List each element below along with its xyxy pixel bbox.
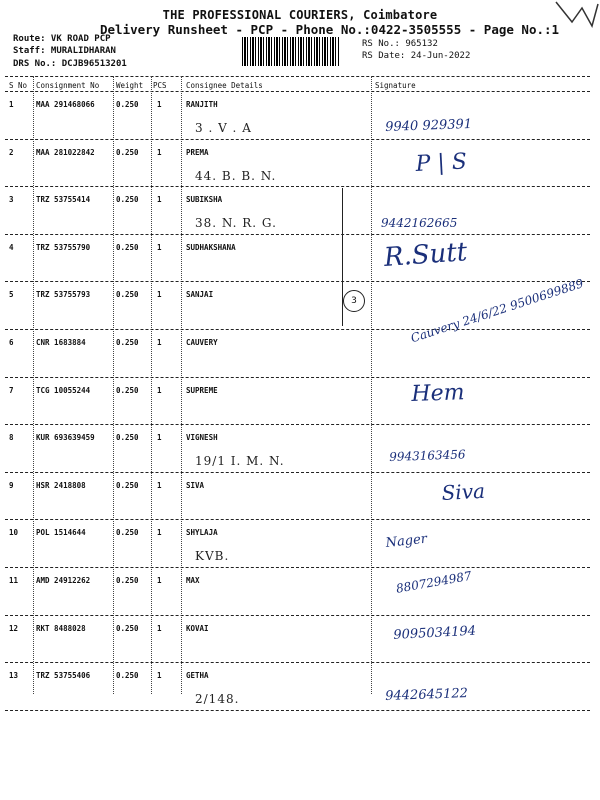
drs-number: DRS No.: DCJB96513201: [13, 59, 127, 69]
row-consignment-no: MAA 281022842: [36, 147, 95, 157]
row-signature: 9940 929391: [385, 116, 473, 135]
row-signature: 9943163456: [389, 447, 466, 465]
barcode-image: [242, 37, 340, 66]
row-signature: 9442162665: [381, 216, 458, 231]
row-separator: [5, 377, 590, 378]
row-separator: [5, 519, 590, 520]
row-signature: Siva: [441, 478, 486, 505]
row-separator: [5, 615, 590, 616]
route-label: Route: VK ROAD PCP: [13, 34, 111, 44]
row-pcs: 1: [157, 338, 162, 347]
row-handwritten-address: 3 . V . A: [195, 121, 252, 135]
row-consignment-no: TCG 10055244: [36, 385, 91, 395]
row-sno: 12: [9, 623, 19, 633]
row-sno: 9: [9, 480, 14, 490]
row-pcs: 1: [157, 290, 162, 300]
row-signature: 9442645122: [385, 686, 469, 705]
column-divider: [371, 76, 372, 694]
row-consignee-name: KOVAI: [186, 623, 209, 633]
row-signature: R.Sutt: [383, 236, 469, 273]
row-consignment-no: RKT 8488028: [36, 623, 86, 633]
row-weight: 0.250: [116, 528, 139, 538]
row-consignee-name: CAUVERY: [186, 338, 218, 347]
col-consignee: Consignee Details: [186, 81, 263, 90]
column-divider: [151, 76, 152, 694]
row-pcs: 1: [157, 242, 162, 252]
row-weight: 0.250: [116, 433, 139, 443]
row-consignee-name: PREMA: [186, 147, 209, 157]
row-signature: Nager: [385, 532, 428, 552]
row-sno: 1: [9, 100, 14, 109]
row-consignment-no: TRZ 53755414: [36, 195, 91, 205]
row-signature: Cauvery 24/6/22 9500699889: [409, 276, 586, 346]
row-consignment-no: TRZ 53755790: [36, 242, 91, 252]
row-handwritten-address: 38. N. R. G.: [195, 216, 277, 231]
col-consignment: Consignment No: [36, 81, 100, 90]
row-handwritten-address: 44. B. B. N.: [195, 168, 277, 183]
row-consignee-name: VIGNESH: [186, 433, 218, 443]
row-pcs: 1: [157, 576, 162, 585]
row-signature: 9095034194: [393, 623, 477, 643]
row-separator: [5, 662, 590, 663]
row-consignment-no: HSR 2418808: [36, 480, 86, 490]
row-handwritten-address: 19/1 I. M. N.: [195, 454, 285, 469]
row-weight: 0.250: [116, 195, 139, 205]
row-consignee-name: SHYLAJA: [186, 528, 218, 538]
row-consignment-no: CNR 1683884: [36, 338, 86, 347]
column-divider: [181, 76, 182, 694]
circled-count: 3: [343, 290, 365, 312]
row-weight: 0.250: [116, 100, 139, 109]
row-sno: 7: [9, 385, 14, 395]
row-weight: 0.250: [116, 338, 139, 347]
row-pcs: 1: [157, 623, 162, 633]
row-sno: 5: [9, 290, 14, 300]
col-signature: Signature: [375, 81, 416, 90]
col-pcs: PCS: [153, 81, 167, 90]
row-weight: 0.250: [116, 290, 139, 300]
row-separator: [5, 424, 590, 425]
table-top-rule: [5, 76, 590, 77]
row-consignment-no: TRZ 53755406: [36, 671, 91, 681]
row-consignee-name: SUPREME: [186, 385, 218, 395]
row-sno: 11: [9, 576, 19, 585]
row-separator: [5, 710, 590, 711]
row-sno: 2: [9, 147, 14, 157]
row-consignee-name: SUBIKSHA: [186, 195, 223, 205]
margin-bracket: [330, 188, 343, 326]
row-sno: 3: [9, 195, 14, 205]
column-divider: [33, 76, 34, 694]
row-pcs: 1: [157, 147, 162, 157]
row-separator: [5, 234, 590, 235]
company-title: THE PROFESSIONAL COURIERS, Coimbatore: [162, 8, 438, 22]
row-consignee-name: SIVA: [186, 480, 205, 490]
header-bottom-rule: [5, 91, 590, 92]
row-weight: 0.250: [116, 242, 139, 252]
row-separator: [5, 186, 590, 187]
row-signature: Hem: [411, 379, 465, 407]
row-consignee-name: RANJITH: [186, 100, 218, 109]
row-weight: 0.250: [116, 623, 139, 633]
row-pcs: 1: [157, 528, 162, 538]
row-weight: 0.250: [116, 147, 139, 157]
row-separator: [5, 139, 590, 140]
row-handwritten-address: 2/148.: [195, 692, 240, 707]
row-separator: [5, 567, 590, 568]
col-sno: S No: [9, 81, 28, 90]
row-sno: 8: [9, 433, 14, 443]
row-weight: 0.250: [116, 671, 139, 681]
row-separator: [5, 329, 590, 330]
row-weight: 0.250: [116, 385, 139, 395]
row-consignment-no: POL 1514644: [36, 528, 86, 538]
row-signature: P | S: [415, 148, 468, 177]
row-consignee-name: MAX: [186, 576, 200, 585]
row-pcs: 1: [157, 100, 162, 109]
row-sno: 10: [9, 528, 19, 538]
row-separator: [5, 472, 590, 473]
row-pcs: 1: [157, 433, 162, 443]
row-pcs: 1: [157, 480, 162, 490]
row-sno: 13: [9, 671, 19, 681]
row-pcs: 1: [157, 195, 162, 205]
column-divider: [113, 76, 114, 694]
row-sno: 6: [9, 338, 14, 347]
rs-number: RS No.: 965132: [362, 39, 438, 49]
row-sno: 4: [9, 242, 14, 252]
row-consignee-name: SUDHAKSHANA: [186, 242, 236, 252]
row-pcs: 1: [157, 671, 162, 681]
row-weight: 0.250: [116, 576, 139, 585]
row-consignee-name: GETHA: [186, 671, 209, 681]
row-consignment-no: AMD 24912262: [36, 576, 91, 585]
row-consignment-no: TRZ 53755793: [36, 290, 91, 300]
row-separator: [5, 281, 590, 282]
rs-date: RS Date: 24-Jun-2022: [362, 51, 471, 61]
col-weight: Weight: [116, 81, 144, 90]
row-consignment-no: MAA 291468066: [36, 100, 95, 109]
row-handwritten-address: KVB.: [195, 549, 230, 564]
corner-scribble: [552, 0, 600, 30]
row-weight: 0.250: [116, 480, 139, 490]
runsheet-subtitle: Delivery Runsheet - PCP - Phone No.:0422-3505555 - Page No.:1: [100, 22, 560, 37]
row-consignee-name: SANJAI: [186, 290, 214, 300]
row-signature: 8807294987: [395, 568, 473, 596]
staff-label: Staff: MURALIDHARAN: [13, 46, 116, 56]
row-pcs: 1: [157, 385, 162, 395]
row-consignment-no: KUR 693639459: [36, 433, 95, 443]
